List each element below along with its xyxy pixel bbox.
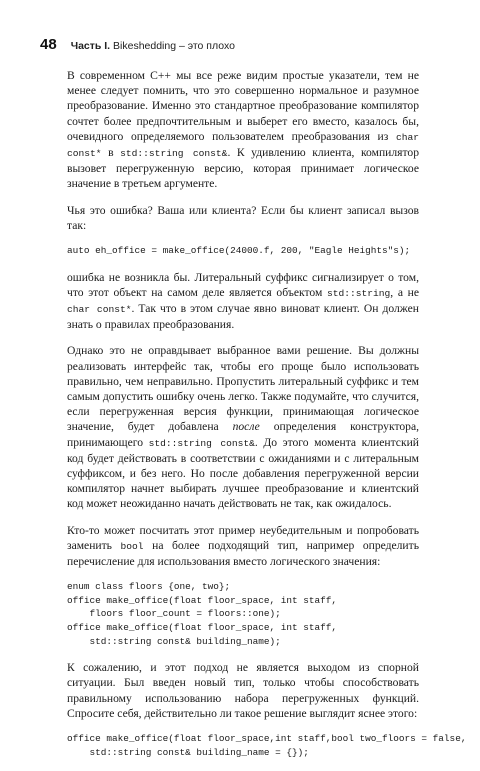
code-block-3: office make_office(float floor_space,int staff,bool two_floors = false, std::string const& building_name = {});	[67, 733, 467, 758]
paragraph-3	[67, 270, 419, 333]
inline-code: std::string const&	[148, 437, 255, 449]
text: В современном С++ мы все реже видим простые указатели, тем не менее следует помнить, что это совершенно нормальное и разумное преобразование. Именно это стандартное преобразование компилятор сочтет более предпочтительным и выберет его вместо, казалось бы, очевидного определяемого пользователем преобразования из	[67, 69, 419, 143]
text: в	[101, 146, 121, 160]
page-number: 48	[40, 36, 57, 53]
paragraph-6: К сожалению, и этот подход не является выходом из спорной ситуации. Был введен новый тип, только чтобы способствовать правильному использованию набора перегруженных функций. Спросите себя, действительно ли такое решение выглядит яснее этого:	[67, 661, 419, 720]
inline-code: std::string const&	[120, 148, 228, 160]
code-block-1: auto eh_office = make_office(24000.f, 200, "Eagle Heights"s);	[67, 245, 411, 257]
paragraph-4	[67, 343, 419, 511]
text: ошибка не возникла бы. Литеральный суффикс сигнализирует о том, что этот объект на самом деле является объектом	[67, 270, 419, 299]
paragraph-5	[67, 523, 419, 570]
text: , а не	[390, 285, 419, 299]
text: определения конструктора, принимающего	[67, 420, 419, 449]
paragraph-1	[67, 68, 419, 192]
inline-code: bool	[120, 540, 144, 552]
running-head	[71, 40, 235, 52]
page-header	[40, 36, 235, 53]
chapter-title: Bikeshedding – это плохо	[113, 40, 235, 52]
inline-code: char const*	[67, 304, 132, 316]
text: . До этого момента клиентский код будет действовать в соответствии с ожиданиями и с литеральным суффиксом, и без него. Но после добавления перегруженной версии компилятор начнет выбирать лучшее преобразование и клиентский код может неожиданно начать действовать не так, как ожидалось.	[67, 435, 419, 511]
text: Кто-то может посчитать этот пример неубедительным и попробовать заменить	[67, 523, 419, 552]
text: . К удивлению клиента, компилятор вызовет перегруженную версию, которая принимает логическое значение в третьем аргументе.	[67, 146, 419, 191]
inline-code: char const*	[67, 131, 419, 160]
emphasis: после	[232, 420, 260, 434]
text: на более подходящий тип, например определить перечисление для использования вместо логического значения:	[67, 538, 419, 569]
inline-code: std::string	[326, 287, 391, 299]
code-block-2: enum class floors {one, two}; office make_office(float floor_space, int staff, floors floor_count = floors::one); office make_office(float floor_space, int staff, std::string const& building_name);	[67, 581, 338, 647]
paragraph-2: Чья это ошибка? Ваша или клиента? Если бы клиент записал вызов так:	[67, 203, 419, 232]
text: Однако это не оправдывает выбранное вами решение. Вы должны реализовать интерфейс так, чтобы его проще было использовать правильно, чем неправильно. Пропустить литеральный суффикс и тем самым допустить ошибку очень легко. Также подумайте, что случится, если перегруженная версия функции, принимающая логическое значение, будет добавлена	[67, 344, 419, 434]
text: . Так что в этом случае явно виноват клиент. Он должен знать о правилах преобразования.	[67, 302, 419, 332]
page-body	[67, 68, 467, 771]
part-label: Часть I.	[70, 40, 111, 52]
